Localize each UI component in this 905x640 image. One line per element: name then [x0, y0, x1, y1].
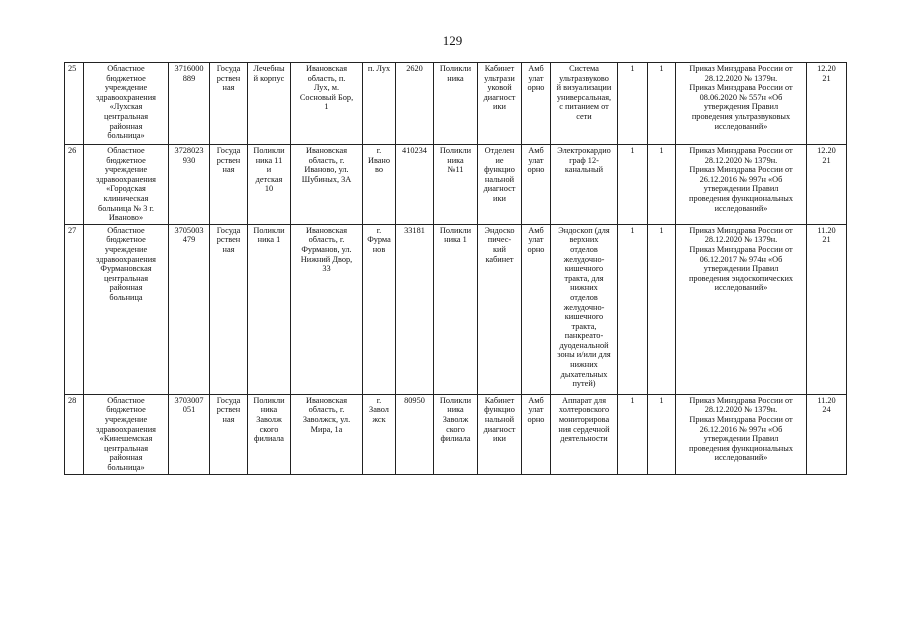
locality-cell: п. Лух: [363, 63, 396, 145]
address-cell: Ивановская область, п. Лух, м. Сосновый Бор, 1: [291, 63, 363, 145]
equipment-cell: Аппарат для холтеровского мониторирова ния сердечной деятельности: [551, 394, 618, 474]
date-cell: 12.20 21: [807, 63, 847, 145]
ownership-cell: Госуда рствен ная: [210, 394, 248, 474]
equipment-cell: Электрокардио граф 12- канальный: [551, 145, 618, 225]
locality-cell: г. Завол жск: [363, 394, 396, 474]
table-row: [65, 145, 847, 225]
room-cell: Кабинет ультрази уковой диагност ики: [478, 63, 522, 145]
ownership-cell: Госуда рствен ная: [210, 63, 248, 145]
quantity-cell: 1: [648, 394, 676, 474]
room-cell: Отделен ие функцио нальной диагност ики: [478, 145, 522, 225]
quantity-cell: 1: [648, 224, 676, 394]
inn-cell: 3705003 479: [169, 224, 210, 394]
care-type-cell: Амб улат орно: [522, 63, 551, 145]
row-number-cell: 28: [65, 394, 84, 474]
row-number-cell: 25: [65, 63, 84, 145]
unit-cell: Поликли ника №11: [434, 145, 478, 225]
organization-cell: Областное бюджетное учреждение здравоохранения Фурмановская центральная районная больница: [84, 224, 169, 394]
care-type-cell: Амб улат орно: [522, 224, 551, 394]
code-cell: 80950: [396, 394, 434, 474]
locality-cell: г. Фурма нов: [363, 224, 396, 394]
building-cell: Лечебны й корпус: [248, 63, 291, 145]
equipment-cell: Система ультразвуково й визуализации универсальная, с питанием от сети: [551, 63, 618, 145]
quantity-cell: 1: [648, 63, 676, 145]
page-number: 129: [442, 33, 463, 48]
row-number-cell: 26: [65, 145, 84, 225]
building-cell: Поликли ника Заволж ского филиала: [248, 394, 291, 474]
quantity-cell: 1: [618, 145, 648, 225]
table-row: [65, 394, 847, 474]
unit-cell: Поликли ника: [434, 63, 478, 145]
building-cell: Поликли ника 1: [248, 224, 291, 394]
table-row: [65, 63, 847, 145]
room-cell: Кабинет функцио нальной диагност ики: [478, 394, 522, 474]
inn-cell: 3716000 889: [169, 63, 210, 145]
table-row: [65, 224, 847, 394]
orders-cell: Приказ Минздрава России от 28.12.2020 № 1379н. Приказ Минздрава России от 26.12.2016 № 997н «Об утверждении Правил проведения функциональных исследований»: [676, 145, 807, 225]
orders-cell: Приказ Минздрава России от 28.12.2020 № 1379н. Приказ Минздрава России от 08.06.2020 № 557н «Об утверждения Правил проведения ультразвуковых исследований»: [676, 63, 807, 145]
address-cell: Ивановская область, г. Иваново, ул. Шубиных, 3А: [291, 145, 363, 225]
care-type-cell: Амб улат орно: [522, 394, 551, 474]
address-cell: Ивановская область, г. Заволжск, ул. Мира, 1а: [291, 394, 363, 474]
address-cell: Ивановская область, г. Фурманов, ул. Нижний Двор, 33: [291, 224, 363, 394]
orders-cell: Приказ Минздрава России от 28.12.2020 № 1379н. Приказ Минздрава России от 26.12.2016 № 997н «Об утверждении Правил проведения функциональных исследований»: [676, 394, 807, 474]
code-cell: 2620: [396, 63, 434, 145]
inn-cell: 3703007 051: [169, 394, 210, 474]
date-cell: 11.20 21: [807, 224, 847, 394]
building-cell: Поликли ника 11 и детская 10: [248, 145, 291, 225]
organization-cell: Областное бюджетное учреждение здравоохранения «Городская клиническая больница № 3 г. Иваново»: [84, 145, 169, 225]
code-cell: 410234: [396, 145, 434, 225]
locality-cell: г. Ивано во: [363, 145, 396, 225]
room-cell: Эндоско пичес- кий кабинет: [478, 224, 522, 394]
inn-cell: 3728023 930: [169, 145, 210, 225]
orders-cell: Приказ Минздрава России от 28.12.2020 № 1379н. Приказ Минздрава России от 06.12.2017 № 974н «Об утверждении Правил проведения эндоскопических исследований»: [676, 224, 807, 394]
quantity-cell: 1: [618, 63, 648, 145]
care-type-cell: Амб улат орно: [522, 145, 551, 225]
quantity-cell: 1: [618, 224, 648, 394]
ownership-cell: Госуда рствен ная: [210, 145, 248, 225]
organization-cell: Областное бюджетное учреждение здравоохранения «Кинешемская центральная районная больница»: [84, 394, 169, 474]
date-cell: 11.20 24: [807, 394, 847, 474]
code-cell: 33181: [396, 224, 434, 394]
register-table: [64, 62, 847, 475]
date-cell: 12.20 21: [807, 145, 847, 225]
ownership-cell: Госуда рствен ная: [210, 224, 248, 394]
organization-cell: Областное бюджетное учреждение здравоохранения «Лухская центральная районная больница»: [84, 63, 169, 145]
quantity-cell: 1: [648, 145, 676, 225]
unit-cell: Поликли ника Заволж ского филиала: [434, 394, 478, 474]
equipment-cell: Эндоскоп (для верхних отделов желудочно- кишечного тракта, для нижних отделов желудочно- кишечного тракта, панкреато- дуоденальной зоны и/или для нижних дыхательных путей): [551, 224, 618, 394]
row-number-cell: 27: [65, 224, 84, 394]
quantity-cell: 1: [618, 394, 648, 474]
unit-cell: Поликли ника 1: [434, 224, 478, 394]
